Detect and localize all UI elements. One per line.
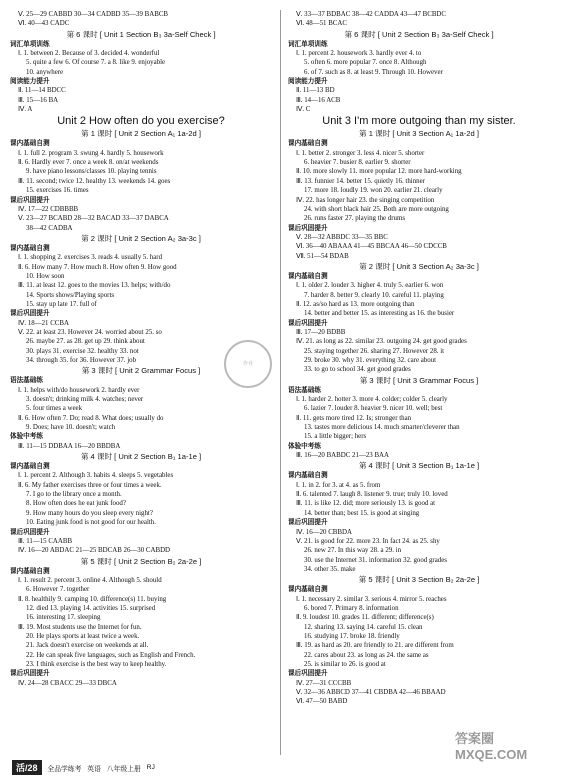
answer-line: 10. anywhere — [26, 68, 64, 76]
answer-line: 13. tastes more delicious 14. much smarter/cleverer than — [304, 424, 460, 432]
answer-line: Ⅲ. 17—20 BDBB — [296, 328, 346, 336]
section-label: 体验中考练 — [288, 442, 321, 450]
answer-line: 34. other 35. make — [304, 565, 356, 573]
page-number: 活/28 — [12, 760, 42, 775]
answer-line: 26. maybe 27. as 28. get up 29. think about — [26, 338, 145, 346]
section-label: 课后巩固提升 — [10, 528, 50, 536]
answer-line: Ⅵ. 40—43 CADC — [18, 20, 70, 28]
section-label: 课后巩固提升 — [10, 310, 50, 318]
answer-line: 8. How often does he eat junk food? — [26, 500, 126, 508]
unit-title: Unit 3 I'm more outgoing than my sister. — [322, 115, 516, 128]
lesson-heading: 第 1 课时 [ Unit 3 Section A₁ 1a-2d ] — [359, 129, 479, 139]
section-label: 课内基础自测 — [10, 244, 50, 252]
answer-line: 14. better than; best 15. is good at singing — [304, 509, 420, 517]
answer-line: Ⅱ. 6. talented 7. laugh 8. listener 9. true; truly 10. loved — [296, 491, 448, 499]
answer-line: 25. staying together 26. sharing 27. However 28. it — [304, 347, 445, 355]
series-name: 全品学练考 — [47, 765, 82, 773]
answer-line: 23. I think exercise is the best way to keep healthy. — [26, 660, 167, 668]
answer-line: 33. to go to school 34. get good grades — [304, 366, 411, 374]
answer-line: Ⅳ. A — [18, 106, 33, 114]
answer-line: Ⅱ. 6. Hardly ever 7. once a week 8. on/at weekends — [18, 159, 159, 167]
answer-line: Ⅲ. 16—20 BABDC 21—23 BAA — [296, 452, 389, 460]
answer-line: Ⅲ. 19. as hard as 20. are friendly to 21. are different from — [296, 642, 454, 650]
answer-line: Ⅳ. 17—22 CDBBBB — [18, 205, 79, 213]
answer-line: 16. studying 17. broke 18. friendly — [304, 632, 400, 640]
lesson-heading: 第 5 课时 [ Unit 2 Section B₂ 2a-2e ] — [80, 556, 202, 566]
column-divider — [280, 10, 281, 755]
lesson-heading: 第 2 课时 [ Unit 2 Section A₂ 3a-3c ] — [81, 233, 201, 243]
answer-line: Ⅲ. 14—16 ACB — [296, 96, 341, 104]
answer-line: 14. Sports shows/Playing sports — [26, 291, 115, 299]
section-label: 课内基础自测 — [10, 140, 50, 148]
answer-line: 15. stay up late 17. full of — [26, 300, 97, 308]
answer-line: Ⅶ. 51—54 BDAB — [296, 252, 349, 260]
answer-line: Ⅱ. 11—14 BDCC — [18, 87, 66, 95]
answer-line: Ⅵ. 48—51 BCAC — [296, 20, 347, 28]
answer-line: 7. harder 8. better 9. clearly 10. careful 11. playing — [304, 291, 444, 299]
section-label: 课后巩固提升 — [288, 519, 328, 527]
answer-line: Ⅲ. 11. at least 12. goes to the movies 13. helps; with/do — [18, 282, 171, 290]
answer-line: Ⅵ. 36—40 ABAAA 41—45 BBCAA 46—50 CDCCB — [296, 243, 447, 251]
answer-line: 30. use the Internet 31. information 32. good grades — [304, 556, 447, 564]
answer-line: Ⅲ. 11—15 DDBAA 16—20 BBDBA — [18, 442, 121, 450]
answer-line: Ⅰ. 1. full 2. program 3. swung 4. hardly 5. housework — [18, 149, 164, 157]
answer-line: Ⅱ. 12. as/so hard as 13. more outgoing than — [296, 300, 415, 308]
section-label: 课后巩固提升 — [288, 224, 328, 232]
answer-line: Ⅳ. 24—28 CBACC 29—33 DBCA — [18, 679, 117, 687]
answer-line: 9. Does; have 10. doesn't; watch — [26, 424, 116, 432]
section-label: 课后巩固提升 — [288, 319, 328, 327]
answer-line: 6. heavier 7. busier 8. earlier 9. shorter — [304, 159, 411, 167]
section-label: 课内基础自测 — [288, 272, 328, 280]
answer-line: Ⅰ. 1. older 2. louder 3. higher 4. truly 5. earlier 6. won — [296, 282, 444, 290]
answer-line: 3. doesn't; drinking milk 4. watches; never — [26, 396, 144, 404]
section-label: 词汇单项训练 — [288, 40, 328, 48]
lesson-heading: 第 5 课时 [ Unit 3 Section B₂ 2a-2e ] — [358, 575, 480, 585]
answer-line: 21. Jack doesn't exercise on weekends at all. — [26, 642, 149, 650]
answer-line: Ⅰ. 1. harder 2. hotter 3. more 4. colder; colder 5. clearly — [296, 396, 448, 404]
answer-line: Ⅰ. 1. between 2. Because of 3. decided 4. wonderful — [18, 50, 160, 58]
answer-line: 29. broke 30. why 31. everything 32. care about — [304, 357, 437, 364]
lesson-heading: 第 3 课时 [ Unit 3 Grammar Focus ] — [359, 375, 479, 385]
answer-line: Ⅵ. 47—50 BABD — [296, 698, 348, 706]
subject-name: 英语 — [87, 765, 101, 773]
answer-line: Ⅴ. 25—29 CABBD 30—34 CADBD 35—39 BABCB — [18, 11, 169, 18]
answer-line: Ⅴ. 23—27 BCABD 28—32 BACAD 33—37 DABCA — [18, 215, 169, 223]
lesson-heading: 第 6 课时 [ Unit 1 Section B₃ 3a-Self Check ] — [66, 29, 216, 39]
answer-line: 9. How many hours do you sleep every night? — [26, 509, 153, 517]
section-label: 语法基础练 — [288, 386, 321, 394]
edition-name: RJ — [146, 764, 155, 771]
answer-line: Ⅱ. 6. How many 7. How much 8. How often 9. How good — [18, 263, 177, 271]
answer-line: Ⅳ. 16—20 CBBDA — [296, 528, 352, 536]
answer-line: Ⅴ. 21. is good for 22. more 23. In fact 24. as 25. shy — [296, 537, 440, 545]
answer-line: Ⅲ. 11. second; twice 12. healthy 13. weekends 14. goes — [18, 177, 171, 185]
watermark: 答案圈 MXQE.COM — [455, 731, 528, 762]
grade-name: 八年级上册 — [106, 765, 141, 773]
lesson-heading: 第 6 课时 [ Unit 2 Section B₃ 3a-Self Check ] — [344, 29, 494, 39]
lesson-heading: 第 1 课时 [ Unit 2 Section A₁ 1a-2d ] — [81, 129, 201, 139]
lesson-heading: 第 4 课时 [ Unit 3 Section B₁ 1a-1e ] — [358, 461, 480, 471]
answer-line: Ⅴ. 22. at least 23. However 24. worried about 25. so — [18, 328, 162, 336]
answer-line: Ⅱ. 8. healthily 9. camping 10. difference(s) 11. buying — [18, 595, 167, 603]
section-label: 阅读能力提升 — [288, 78, 328, 86]
answer-line: Ⅱ. 11—13 BD — [296, 87, 335, 95]
answer-line: 34. through 35. for 36. However 37. job — [26, 357, 137, 364]
section-label: 课内基础自测 — [10, 463, 50, 471]
section-label: 课内基础自测 — [288, 140, 328, 148]
answer-line: 5. quite a few 6. Of course 7. a 8. like 9. enjoyable — [26, 59, 166, 67]
answer-line: Ⅰ. 1. shopping 2. exercises 3. reads 4. usually 5. hard — [18, 254, 163, 262]
lesson-heading: 第 2 课时 [ Unit 3 Section A₂ 3a-3c ] — [359, 261, 479, 271]
answer-line: Ⅲ. 13. funnier 14. better 15. quietly 16. thinner — [296, 177, 425, 185]
answer-line: Ⅲ. 11. is like 12. did; more seriously 13. is good at — [296, 500, 436, 508]
answer-line: 26. new 27. In this way 28. a 29. in — [304, 547, 402, 555]
answer-line: 16. interesting 17. sleeping — [26, 614, 101, 622]
page-footer — [8, 760, 555, 776]
section-label: 阅读能力提升 — [10, 78, 50, 86]
answer-line: 25. is similar to 26. is good at — [304, 660, 386, 668]
section-label: 课内基础自测 — [288, 472, 328, 480]
answer-line: Ⅱ. 10. more slowly 11. more popular 12. more hard-working — [296, 168, 462, 176]
answer-line: 15. exercises 16. times — [26, 187, 89, 195]
answer-line: 22. cares about 23. as long as 24. the same as — [304, 651, 429, 659]
answer-line: Ⅰ. 1. percent 2. housework 3. hardly ever 4. to — [296, 50, 422, 58]
answer-line: 22. He can speak five languages, such as English and French. — [26, 651, 196, 659]
answer-line: Ⅰ. 1. percent 2. Although 3. habits 4. sleeps 5. vegetables — [18, 472, 174, 480]
answer-line: 6. However 7. together — [26, 586, 90, 594]
answer-line: 10. How soon — [26, 272, 65, 280]
section-label: 语法基础练 — [10, 377, 43, 385]
answer-line: 30. plays 31. exercise 32. healthy 33. not — [26, 347, 139, 355]
answer-line: 20. He plays sports at least twice a week. — [26, 632, 140, 640]
answer-line: 10. Eating junk food is not good for our health. — [26, 519, 156, 527]
lesson-heading: 第 4 课时 [ Unit 2 Section B₁ 1a-1e ] — [80, 452, 202, 462]
section-label: 课后巩固提升 — [10, 196, 50, 204]
answer-line: Ⅳ. 21. as long as 22. similar 23. outgoing 24. get good grades — [296, 338, 467, 346]
answer-line: Ⅳ. C — [296, 106, 311, 114]
answer-line: 14. better and better 15. as interesting as 16. the busier — [304, 310, 455, 318]
section-label: 课后巩固提升 — [10, 670, 50, 678]
answer-line: Ⅲ. 19. Most students use the Internet for fun. — [18, 623, 142, 631]
answer-line: Ⅰ. 1. necessary 2. similar 3. serious 4. mirror 5. reaches — [296, 595, 447, 603]
answer-line: Ⅱ. 9. loudest 10. grades 11. different; difference(s) — [296, 614, 434, 622]
answer-line: 6. lazier 7. louder 8. heavier 9. nicer 10. well; best — [304, 405, 443, 413]
section-label: 课内基础自测 — [288, 586, 328, 594]
answer-line: Ⅱ. 6. How often 7. Do; read 8. What does; usually do — [18, 414, 164, 422]
answer-line: 5. four times a week — [26, 405, 83, 413]
answer-line: 26. runs faster 27. playing the drums — [304, 215, 406, 223]
answer-line: 6. bored 7. Primary 8. information — [304, 604, 399, 612]
unit-title: Unit 2 How often do you exercise? — [57, 115, 225, 128]
answer-line: Ⅴ. 32—36 ABBCD 37—41 CBDBA 42—46 BBAAD — [296, 689, 446, 696]
lesson-heading: 第 3 课时 [ Unit 2 Grammar Focus ] — [81, 366, 201, 376]
answer-line: Ⅰ. 1. better 2. stronger 3. less 4. nicer 5. shorter — [296, 149, 425, 157]
answer-line: Ⅱ. 11. gets more tired 12. Is; stronger than — [296, 414, 412, 422]
answer-line: Ⅰ. 1. in 2. for 3. at 4. as 5. from — [296, 481, 381, 489]
answer-line: 12. died 13. playing 14. activities 15. surprised — [26, 604, 156, 612]
answer-line: Ⅲ. 11—15 CAABB — [18, 537, 73, 545]
answer-line: 5. often 6. more popular 7. once 8. Although — [304, 59, 427, 67]
answer-line: Ⅳ. 22. has longer hair 23. the singing competition — [296, 196, 435, 204]
right-column — [288, 10, 550, 707]
section-label: 体验中考练 — [10, 433, 43, 441]
answer-line: Ⅴ. 33—37 BDBAC 38—42 CADDA 43—47 BCBDC — [296, 11, 447, 18]
answer-line: 15. a little bigger; hers — [304, 433, 367, 441]
answer-line: 24. with short black hair 25. Both are more outgoing — [304, 205, 449, 213]
answer-line: 17. more 18. loudly 19. won 20. earlier 21. clearly — [304, 187, 443, 195]
answer-line: Ⅰ. 1. helps with/do housework 2. hardly ever — [18, 386, 140, 394]
answer-line: 38—42 CADBA — [26, 224, 73, 232]
answer-line: Ⅴ. 28—32 ABBDC 33—35 BBC — [296, 233, 388, 241]
answer-line: Ⅲ. 15—16 BA — [18, 96, 59, 104]
section-label: 课内基础自测 — [10, 567, 50, 575]
answer-line: Ⅳ. 18—21 CCBA — [18, 319, 69, 327]
answer-line: Ⅳ. 27—31 CCCBB — [296, 679, 352, 687]
answer-line: 12. sharing 13. saying 14. careful 15. clean — [304, 623, 423, 631]
section-label: 课后巩固提升 — [288, 670, 328, 678]
answer-line: 9. have piano lessons/classes 10. playing tennis — [26, 168, 157, 176]
answer-line: Ⅱ. 6. My father exercises three or four times a week. — [18, 481, 162, 489]
answer-line: Ⅰ. 1. result 2. percent 3. online 4. Although 5. should — [18, 576, 162, 584]
answer-line: 7. I go to the library once a month. — [26, 491, 122, 499]
homework-stamp: 作业 — [224, 340, 272, 388]
answer-line: Ⅳ. 16—20 ABDAC 21—25 BDCAB 26—30 CABDD — [18, 547, 171, 555]
section-label: 词汇单项训练 — [10, 40, 50, 48]
answer-line: 6. of 7. such as 8. at least 9. Through 10. However — [304, 68, 443, 76]
